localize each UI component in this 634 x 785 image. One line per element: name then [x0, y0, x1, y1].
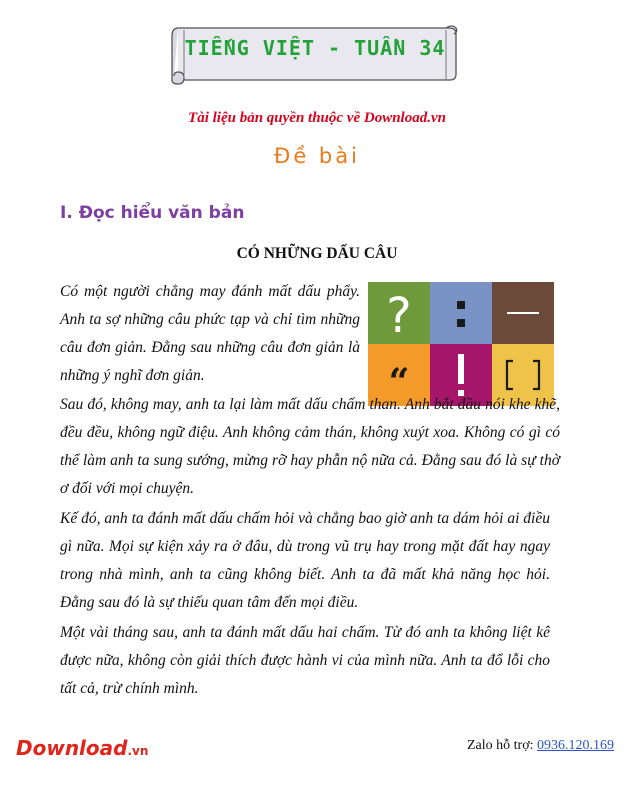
part-heading: I. Đọc hiểu văn bản: [60, 203, 245, 223]
svg-text:?: ?: [386, 288, 412, 338]
paragraph-1: Có một người chẳng may đánh mất dấu phẩy. Anh ta sợ những câu phức tạp và chỉ tìm những câu đơn giản. Đằng sau những câu đơn giản là những ý nghĩ đơn giản.: [60, 283, 360, 384]
svg-text:“: “: [388, 361, 410, 390]
title-banner: [170, 22, 460, 86]
paragraph-3: Kế đó, anh ta đánh mất dấu chấm hỏi và chẳng bao giờ anh ta dám hỏi ai điều gì nữa. Mọi sự kiện xảy ra ở đâu, dù trong vũ trụ hay trong mặt đất hay ngay trong nhà mình, anh ta cũng không biết. Anh ta đã mất khả năng học hỏi. Đằng sau đó là sự thiếu quan tâm đến mọi điều.: [60, 510, 550, 611]
colon-tile: [430, 282, 492, 344]
download-logo[interactable]: [16, 736, 148, 760]
dash-icon: [503, 308, 543, 318]
section-heading: Đề bài: [274, 144, 360, 168]
question-mark-icon: [379, 288, 419, 338]
zalo-support: [467, 738, 614, 754]
question-mark-tile: [368, 282, 430, 344]
support-phone-link[interactable]: 0936.120.169: [537, 738, 614, 753]
quotation-marks-icon: [379, 360, 419, 390]
paragraph-2: Sau đó, không may, anh ta lại làm mất dấu chấm than. Anh bắt đầu nói khe khẽ, đều đều, không ngữ điệu. Anh không cảm thán, không xuýt xoa. Không có gì có thể làm anh ta sung sướng, mừng rỡ hay phẫn nộ nữa cả. Đằng sau đó là sự thờ ơ đối với mọi chuyện.: [60, 396, 560, 497]
logo-suffix: .vn: [127, 744, 149, 758]
copyright-note: Tài liệu bản quyền thuộc về Download.vn: [188, 110, 446, 126]
support-label: Zalo hỗ trợ:: [467, 738, 537, 753]
brackets-icon: [501, 357, 545, 393]
dash-tile: [492, 282, 554, 344]
logo-text: Download: [16, 736, 128, 760]
colon-icon: [451, 293, 471, 333]
punctuation-image: [368, 282, 554, 406]
paragraph-4: Một vài tháng sau, anh ta đánh mất dấu hai chấm. Từ đó anh ta không liệt kê được nữa, không còn giải thích được hành vi của mình nữa. Anh ta đổ lỗi cho tất cả, trừ chính mình.: [60, 624, 550, 697]
story-title: CÓ NHỮNG DẤU CÂU: [236, 245, 398, 262]
banner-title: TIẾNG VIỆT - TUẦN 34: [184, 36, 446, 60]
